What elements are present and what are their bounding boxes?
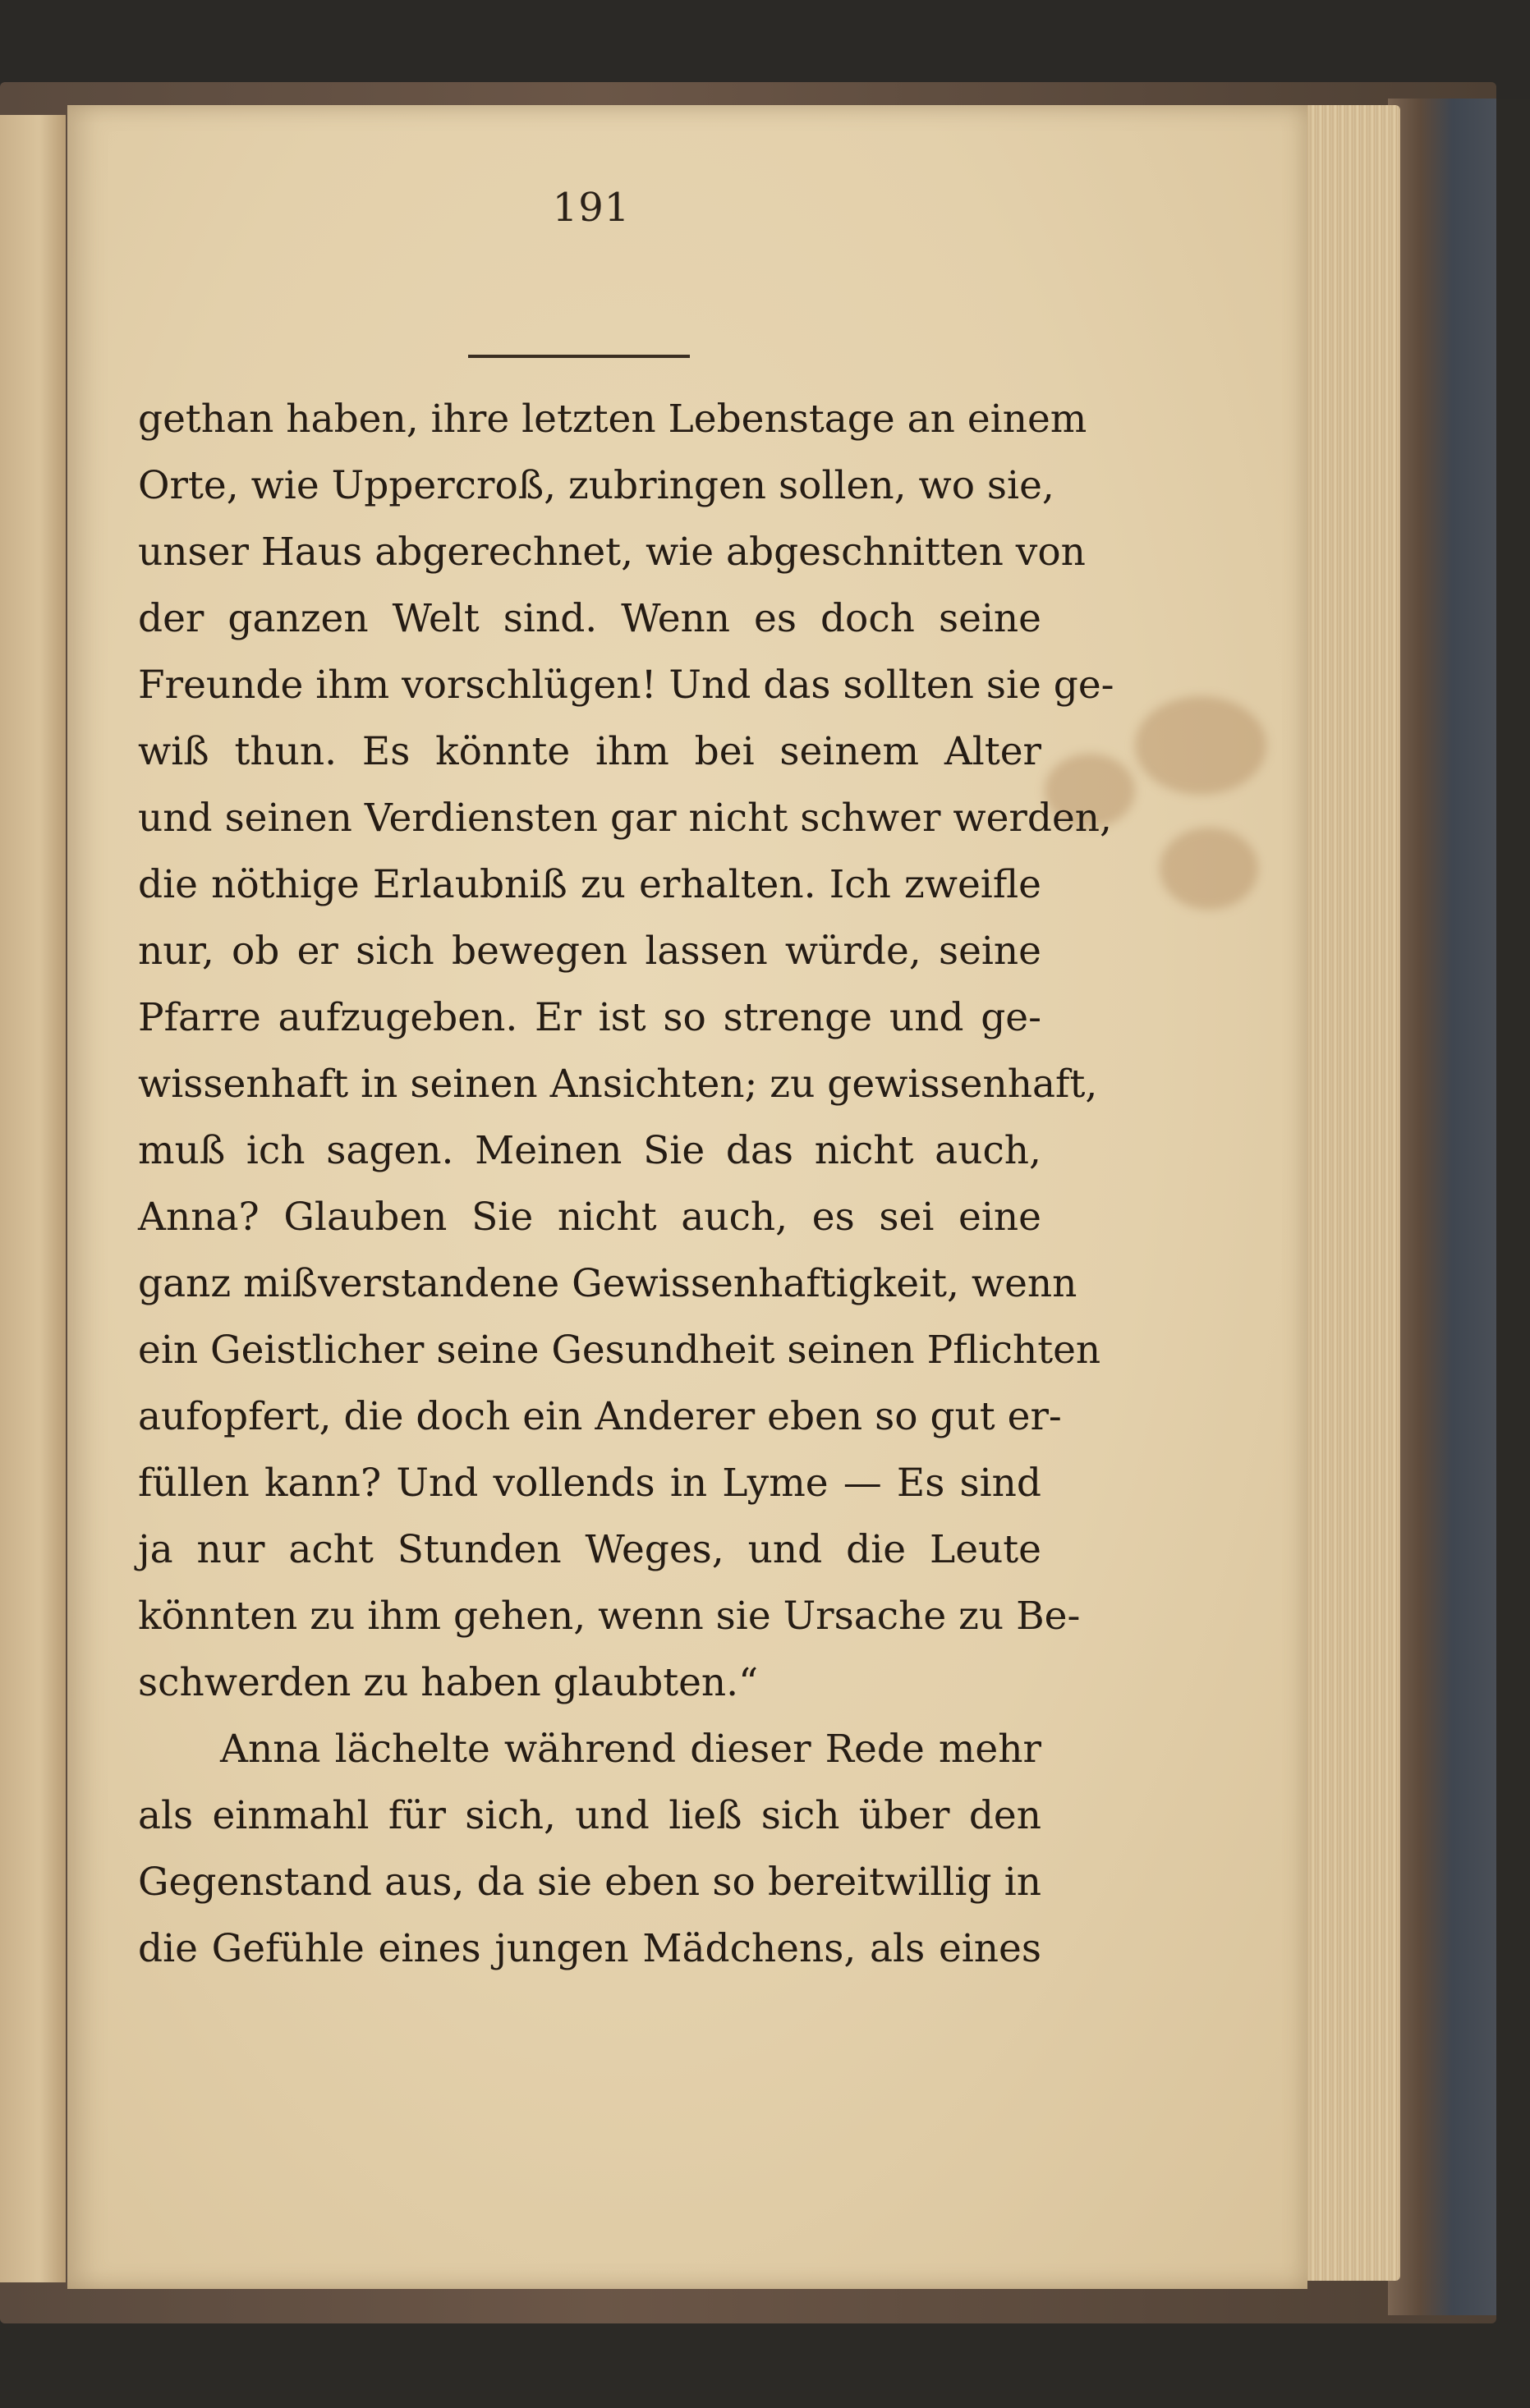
text-line: nur, ob er sich bewegen lassen würde, seine xyxy=(138,929,1041,974)
body-text xyxy=(138,386,1114,1982)
text-line: Pfarre aufzugeben. Er ist so strenge und ge- xyxy=(138,995,1041,1040)
text-line: der ganzen Welt sind. Wenn es doch seine xyxy=(138,596,1041,641)
page-number: 191 xyxy=(552,185,631,231)
stain xyxy=(1135,696,1266,795)
facing-page-edge xyxy=(0,115,66,2282)
text-line: Anna lächelte während dieser Rede mehr xyxy=(220,1727,1041,1772)
text-line: ein Geistlicher seine Gesundheit seinen Pflichten xyxy=(138,1328,1101,1373)
text-line: als einmahl für sich, und ließ sich über den xyxy=(138,1793,1041,1838)
text-line: Freunde ihm vorschlügen! Und das sollten sie ge- xyxy=(138,663,1114,708)
text-line: wissenhaft in seinen Ansichten; zu gewissenhaft, xyxy=(138,1062,1098,1107)
text-line: wiß thun. Es könnte ihm bei seinem Alter xyxy=(138,729,1041,774)
text-line: aufopfert, die doch ein Anderer eben so gut er- xyxy=(138,1394,1062,1439)
text-line: könnten zu ihm gehen, wenn sie Ursache zu Be- xyxy=(138,1594,1081,1639)
text-line: und seinen Verdiensten gar nicht schwer werden, xyxy=(138,796,1112,841)
text-line: Gegenstand aus, da sie eben so bereitwillig in xyxy=(138,1860,1041,1905)
text-line: muß ich sagen. Meinen Sie das nicht auch, xyxy=(138,1128,1041,1173)
header-rule xyxy=(468,355,690,358)
text-line: gethan haben, ihre letzten Lebenstage an einem xyxy=(138,397,1087,442)
text-line: ganz mißverstandene Gewissenhaftigkeit, wenn xyxy=(138,1261,1077,1306)
text-line: Anna? Glauben Sie nicht auch, es sei eine xyxy=(138,1195,1041,1240)
text-line: Orte, wie Uppercroß, zubringen sollen, wo sie, xyxy=(138,463,1054,508)
book-cover-edge xyxy=(1388,99,1496,2315)
text-line: die nöthige Erlaubniß zu erhalten. Ich zweifle xyxy=(138,862,1041,907)
text-line: die Gefühle eines jungen Mädchens, als eines xyxy=(138,1926,1041,1971)
text-line: schwerden zu haben glaubten.“ xyxy=(138,1660,759,1705)
text-line: ja nur acht Stunden Weges, und die Leute xyxy=(138,1527,1041,1572)
stain xyxy=(1160,828,1258,910)
page-edges xyxy=(1293,105,1400,2281)
text-line: unser Haus abgerechnet, wie abgeschnitten von xyxy=(138,530,1086,575)
text-line: füllen kann? Und vollends in Lyme — Es sind xyxy=(138,1461,1041,1506)
